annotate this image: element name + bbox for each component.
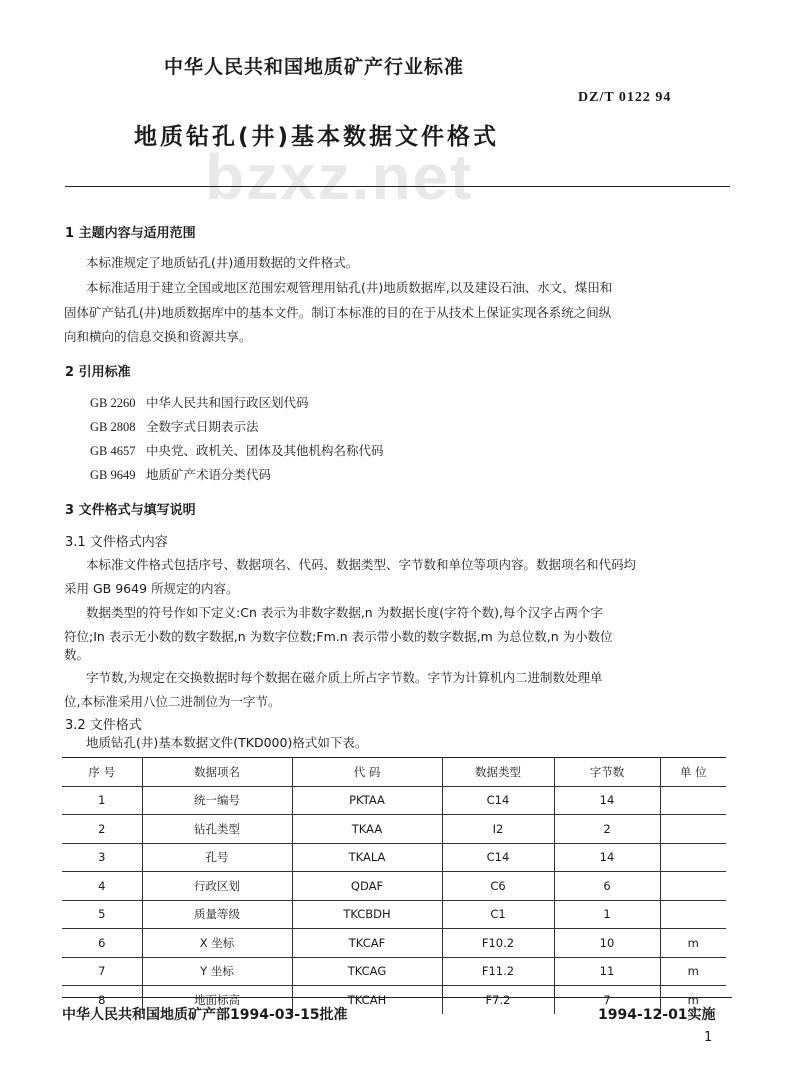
table-cell: 3 [62, 843, 142, 872]
reference-name: 地质矿产术语分类代码 [145, 467, 271, 482]
table-header-row [62, 758, 726, 787]
section-3-1-paragraph-3-line-1: 字节数,为规定在交换数据时每个数据在磁介质上所占字节数。字节为计算机内二进制数处理单 [86, 670, 603, 685]
table-cell: C1 [442, 900, 554, 929]
reference-item [90, 417, 259, 435]
table-cell: F10.2 [442, 929, 554, 958]
table-cell: C14 [442, 786, 554, 815]
page-number: 1 [704, 1030, 713, 1045]
standard-code: DZ/T 0122 94 [578, 90, 672, 105]
table-cell: 4 [62, 872, 142, 901]
table-cell: I2 [442, 815, 554, 844]
table-cell: PKTAA [292, 786, 442, 815]
table-cell: m [660, 929, 726, 958]
table-cell: X 坐标 [142, 929, 292, 958]
table-cell: Y 坐标 [142, 957, 292, 986]
table-cell: 7 [62, 957, 142, 986]
table-cell: TKAA [292, 815, 442, 844]
reference-name: 全数字式日期表示法 [145, 419, 259, 434]
table-cell: 6 [62, 929, 142, 958]
document-title: 地质钻孔(井)基本数据文件格式 [134, 124, 500, 150]
table-cell: 1 [62, 786, 142, 815]
table-cell: 14 [554, 843, 660, 872]
header-divider [65, 186, 730, 187]
column-header: 单 位 [660, 758, 726, 787]
reference-item [90, 465, 271, 483]
table-cell [660, 815, 726, 844]
section-1-paragraph-2-line-2: 固体矿产钻孔(井)地质数据库中的基本文件。制订本标准的目的在于从技术上保证实现各系统之间纵 [64, 305, 612, 320]
table-cell: 钻孔类型 [142, 815, 292, 844]
table-cell: 2 [554, 815, 660, 844]
section-3-1-heading: 3.1 文件格式内容 [65, 535, 168, 550]
section-1-heading: 1 主题内容与适用范围 [65, 226, 196, 241]
table-cell: TKALA [292, 843, 442, 872]
table-cell: 地面标高 [142, 986, 292, 1014]
table-row [62, 872, 726, 901]
reference-code: GB 4657 [90, 444, 136, 458]
table-cell: F11.2 [442, 957, 554, 986]
reference-code: GB 2260 [90, 396, 136, 410]
table-cell: 孔号 [142, 843, 292, 872]
section-3-1-paragraph-2-line-3: 数。 [64, 647, 90, 662]
section-3-1-paragraph-2-line-2: 符位;In 表示无小数的数字数据,n 为数字位数;Fm.n 表示带小数的数字数据,m 为总位数,n 为小数位 [64, 629, 613, 644]
section-3-2-heading: 3.2 文件格式 [65, 718, 142, 733]
table-cell [660, 843, 726, 872]
section-2-heading: 2 引用标准 [65, 365, 131, 380]
table-cell: C14 [442, 843, 554, 872]
section-1-paragraph-2-line-3: 向和横向的信息交换和资源共享。 [64, 329, 252, 344]
effective-date: 1994-12-01实施 [598, 1007, 716, 1023]
table-cell: 行政区划 [142, 872, 292, 901]
table-cell: QDAF [292, 872, 442, 901]
column-header: 字节数 [554, 758, 660, 787]
table-cell: 8 [98, 992, 106, 1007]
watermark-text: bzxz.net [205, 141, 474, 213]
table-cell: m [660, 986, 726, 1014]
table-cell [660, 786, 726, 815]
table-cell: TKCAH [292, 986, 442, 1014]
table-cell: 7 [554, 986, 660, 1014]
table-cell [660, 900, 726, 929]
reference-code: GB 9649 [90, 468, 136, 482]
approval-info: 中华人民共和国地质矿产部1994-03-15批准 [62, 1007, 348, 1023]
reference-code: GB 2808 [90, 420, 136, 434]
table-cell: 1 [554, 900, 660, 929]
table-cell: 统一编号 [142, 786, 292, 815]
table-cell [660, 872, 726, 901]
table-cell: m [660, 957, 726, 986]
table-cell: 10 [554, 929, 660, 958]
column-header: 代 码 [292, 758, 442, 787]
table-cell: 2 [62, 815, 142, 844]
table-row [62, 786, 726, 815]
section-3-1-paragraph-1-line-1: 本标准文件格式包括序号、数据项名、代码、数据类型、字节数和单位等项内容。数据项名和代码均 [86, 557, 637, 572]
column-header: 序 号 [62, 758, 142, 787]
table-row [62, 843, 726, 872]
reference-item [90, 393, 309, 411]
section-1-paragraph-2-line-1: 本标准适用于建立全国或地区范围宏观管理用钻孔(井)地质数据库,以及建设石油、水文、煤田和 [86, 280, 613, 295]
table-cell: TKCAF [292, 929, 442, 958]
section-1-paragraph-1: 本标准规定了地质钻孔(井)通用数据的文件格式。 [86, 255, 359, 270]
section-3-heading: 3 文件格式与填写说明 [65, 503, 196, 518]
table-row [62, 815, 726, 844]
standard-category-title: 中华人民共和国地质矿产行业标准 [164, 56, 465, 78]
table-cell: 14 [554, 786, 660, 815]
section-3-1-paragraph-1-line-2: 采用 GB 9649 所规定的内容。 [64, 581, 239, 596]
section-3-1-paragraph-2-line-1: 数据类型的符号作如下定义:Cn 表示为非数字数据,n 为数据长度(字符个数),每个汉字占两个字 [86, 605, 603, 620]
table-cell: 11 [554, 957, 660, 986]
table-cell: 5 [62, 900, 142, 929]
table-cell: TKCAG [292, 957, 442, 986]
table-row [62, 957, 726, 986]
table-cell: TKCBDH [292, 900, 442, 929]
table-cell: 6 [554, 872, 660, 901]
reference-name: 中央党、政机关、团体及其他机构名称代码 [145, 443, 384, 458]
section-3-1-paragraph-3-line-2: 位,本标准采用八位二进制位为一字节。 [64, 694, 281, 709]
reference-name: 中华人民共和国行政区划代码 [145, 395, 309, 410]
footer-divider [62, 997, 732, 998]
column-header: 数据项名 [142, 758, 292, 787]
table-row [62, 900, 726, 929]
file-format-table [62, 757, 726, 1014]
table-cell: C6 [442, 872, 554, 901]
reference-item [90, 441, 384, 459]
table-row [62, 929, 726, 958]
table-cell: F7.2 [442, 986, 554, 1014]
column-header: 数据类型 [442, 758, 554, 787]
table-cell: 质量等级 [142, 900, 292, 929]
table-intro: 地质钻孔(井)基本数据文件(TKD000)格式如下表。 [86, 735, 368, 750]
